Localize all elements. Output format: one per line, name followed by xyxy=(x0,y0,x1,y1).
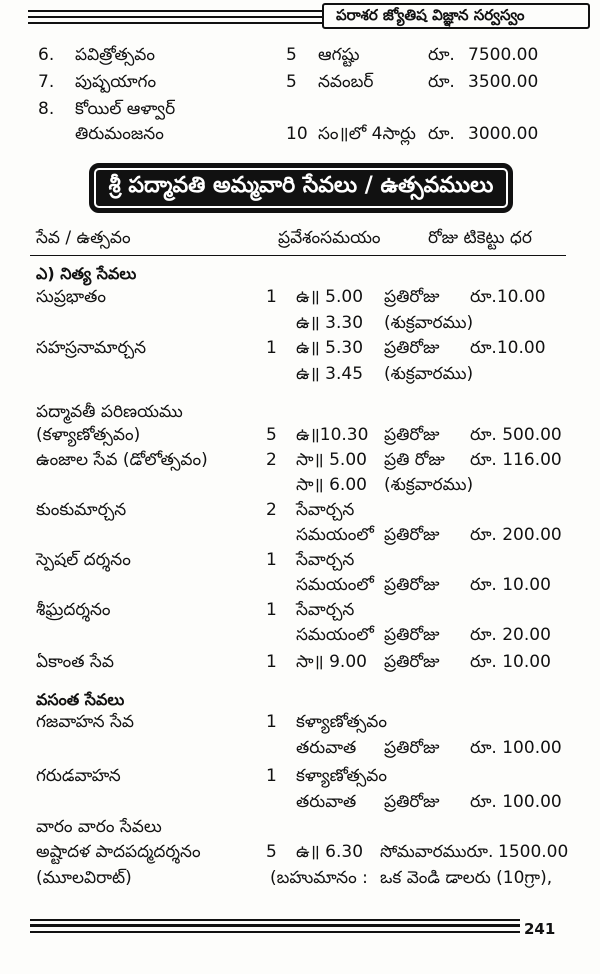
seva-day: (శుక్రవారము) xyxy=(384,475,474,495)
seva-time: (బహుమానం : xyxy=(270,868,368,888)
seva-time: సేవార్చన xyxy=(296,550,355,570)
seva-persons: 2 xyxy=(266,500,277,520)
seva-price: రూ. 116.00 xyxy=(470,450,562,470)
list-item-name: కోయిల్ ఆళ్వార్ xyxy=(75,99,176,119)
seva-name: పద్మావతీ పరిణయము xyxy=(36,402,183,422)
column-header-seva: సేవ / ఉత్సవం xyxy=(36,228,131,248)
seva-name: ఏకాంత సేవ xyxy=(36,652,114,672)
seva-persons: 5 xyxy=(266,842,277,862)
seva-name: ఉంజాల సేవ (డోలోత్సవం) xyxy=(36,450,208,470)
seva-price: రూ. 10.00 xyxy=(470,575,551,595)
list-item-persons: 10 xyxy=(286,124,308,144)
section-heading-nitya: ఎ) నిత్య సేవలు xyxy=(36,264,137,283)
seva-price: రూ.10.00 xyxy=(470,338,546,358)
seva-price: రూ. 100.00 xyxy=(470,738,562,758)
seva-persons: 1 xyxy=(266,338,277,358)
list-item-rs: రూ. xyxy=(428,124,455,144)
seva-price: రూ. 100.00 xyxy=(470,792,562,812)
list-item-name: పుష్పయాగం xyxy=(75,72,157,92)
seva-name: సహస్రనామార్చన xyxy=(36,338,147,358)
list-item-name: పవిత్రోత్సవం xyxy=(75,45,155,65)
seva-day: ప్రతిరోజు xyxy=(384,575,440,595)
section-heading-weekly: వారం వారం సేవలు xyxy=(36,817,162,837)
seva-time: తరువాత xyxy=(296,738,357,758)
seva-day: ప్రతి రోజు xyxy=(384,450,445,470)
list-item-month: సం॥లో 4సార్లు xyxy=(318,124,416,144)
seva-time: కళ్యాణోత్సవం xyxy=(296,766,387,786)
seva-time: సేవార్చన xyxy=(296,600,355,620)
list-item-number: 8. xyxy=(38,99,55,119)
list-item-name: తిరుమంజనం xyxy=(75,124,164,144)
seva-name: (మూలవిరాట్) xyxy=(36,868,132,888)
list-item-rs: రూ. xyxy=(428,72,455,92)
seva-name: కుంకుమార్చన xyxy=(36,500,127,520)
section-heading-vasanta: వసంత సేవలు xyxy=(36,690,125,709)
seva-time: సా॥ 9.00 xyxy=(296,652,367,672)
seva-price: రూ. 200.00 xyxy=(470,525,562,545)
seva-price: రూ. 20.00 xyxy=(470,625,551,645)
column-header-ticket-price: రోజు టికెట్టు ధర xyxy=(428,228,533,248)
seva-day: (శుక్రవారము) xyxy=(384,364,474,384)
footer-rule xyxy=(30,919,520,921)
seva-day: ప్రతిరోజు xyxy=(384,287,440,307)
header-divider xyxy=(30,255,566,256)
seva-time: ఉ॥ 6.30 xyxy=(296,842,364,862)
seva-persons: 1 xyxy=(266,766,277,786)
seva-day: ప్రతిరోజు xyxy=(384,338,440,358)
seva-price: రూ. 500.00 xyxy=(470,425,562,445)
seva-price: 1500.00 xyxy=(498,842,569,862)
seva-persons: 5 xyxy=(266,425,277,445)
seva-time: కళ్యాణోత్సవం xyxy=(296,712,387,732)
section-banner: శ్రీ పద్మావతి అమ్మవారి సేవలు / ఉత్సవములు xyxy=(89,163,513,213)
seva-day: ప్రతిరోజు xyxy=(384,652,440,672)
footer-rule xyxy=(30,931,520,933)
seva-time: ఉ॥10.30 xyxy=(296,425,369,445)
seva-time: ఉ॥ 3.30 xyxy=(296,313,364,333)
list-item-rs: రూ. xyxy=(428,45,455,65)
seva-time: సా॥ 5.00 xyxy=(296,450,367,470)
seva-time: సమయంలో xyxy=(296,625,374,645)
seva-day: ప్రతిరోజు xyxy=(384,525,440,545)
list-item-amount: 3500.00 xyxy=(468,72,539,92)
seva-day: (శుక్రవారము) xyxy=(384,313,474,333)
list-item-number: 6. xyxy=(38,45,55,65)
seva-persons: 1 xyxy=(266,550,277,570)
seva-time: తరువాత xyxy=(296,792,357,812)
seva-day: సోమవారమురూ. xyxy=(380,842,494,862)
seva-name: అష్టాదళ పాదపద్మదర్శనం xyxy=(36,842,201,862)
list-item-amount: 7500.00 xyxy=(468,45,539,65)
seva-time: ఉ॥ 3.45 xyxy=(296,364,364,384)
list-item-number: 7. xyxy=(38,72,55,92)
seva-persons: 1 xyxy=(266,287,277,307)
seva-day: ప్రతిరోజు xyxy=(384,425,440,445)
running-header-title: పరాశర జ్యోతిష విజ్ఞాన సర్వస్వం xyxy=(336,6,525,24)
seva-name: గరుడవాహన xyxy=(36,766,121,786)
seva-day: ప్రతిరోజు xyxy=(384,792,440,812)
seva-name: సుప్రభాతం xyxy=(36,287,106,307)
page-number: 241 xyxy=(524,920,556,938)
seva-persons: 1 xyxy=(266,652,277,672)
seva-price: రూ. 10.00 xyxy=(470,652,551,672)
seva-persons: 1 xyxy=(266,712,277,732)
seva-persons: 1 xyxy=(266,600,277,620)
seva-time: ఉ॥ 5.00 xyxy=(296,287,364,307)
seva-persons: 2 xyxy=(266,450,277,470)
seva-name: (కళ్యాణోత్సవం) xyxy=(36,425,141,445)
list-item-month: ఆగష్టు xyxy=(318,45,360,65)
seva-time: సమయంలో xyxy=(296,575,374,595)
seva-time: సా॥ 6.00 xyxy=(296,475,367,495)
seva-name: గజవాహన సేవ xyxy=(36,712,135,732)
seva-day: ప్రతిరోజు xyxy=(384,625,440,645)
seva-price: రూ.10.00 xyxy=(470,287,546,307)
list-item-persons: 5 xyxy=(286,72,297,92)
list-item-month: నవంబర్ xyxy=(318,72,374,92)
list-item-amount: 3000.00 xyxy=(468,124,539,144)
seva-name: శీఘ్రదర్శనం xyxy=(36,600,111,620)
seva-time: సమయంలో xyxy=(296,525,374,545)
seva-day: ఒక వెండి డాలరు (10గ్రా), xyxy=(380,868,553,888)
seva-time: ఉ॥ 5.30 xyxy=(296,338,364,358)
footer-rule xyxy=(30,924,520,927)
column-header-entry-time: ప్రవేశంసమయం xyxy=(278,228,381,248)
seva-day: ప్రతిరోజు xyxy=(384,738,440,758)
seva-name: స్పెషల్ దర్శనం xyxy=(36,550,131,570)
seva-time: సేవార్చన xyxy=(296,500,355,520)
list-item-persons: 5 xyxy=(286,45,297,65)
